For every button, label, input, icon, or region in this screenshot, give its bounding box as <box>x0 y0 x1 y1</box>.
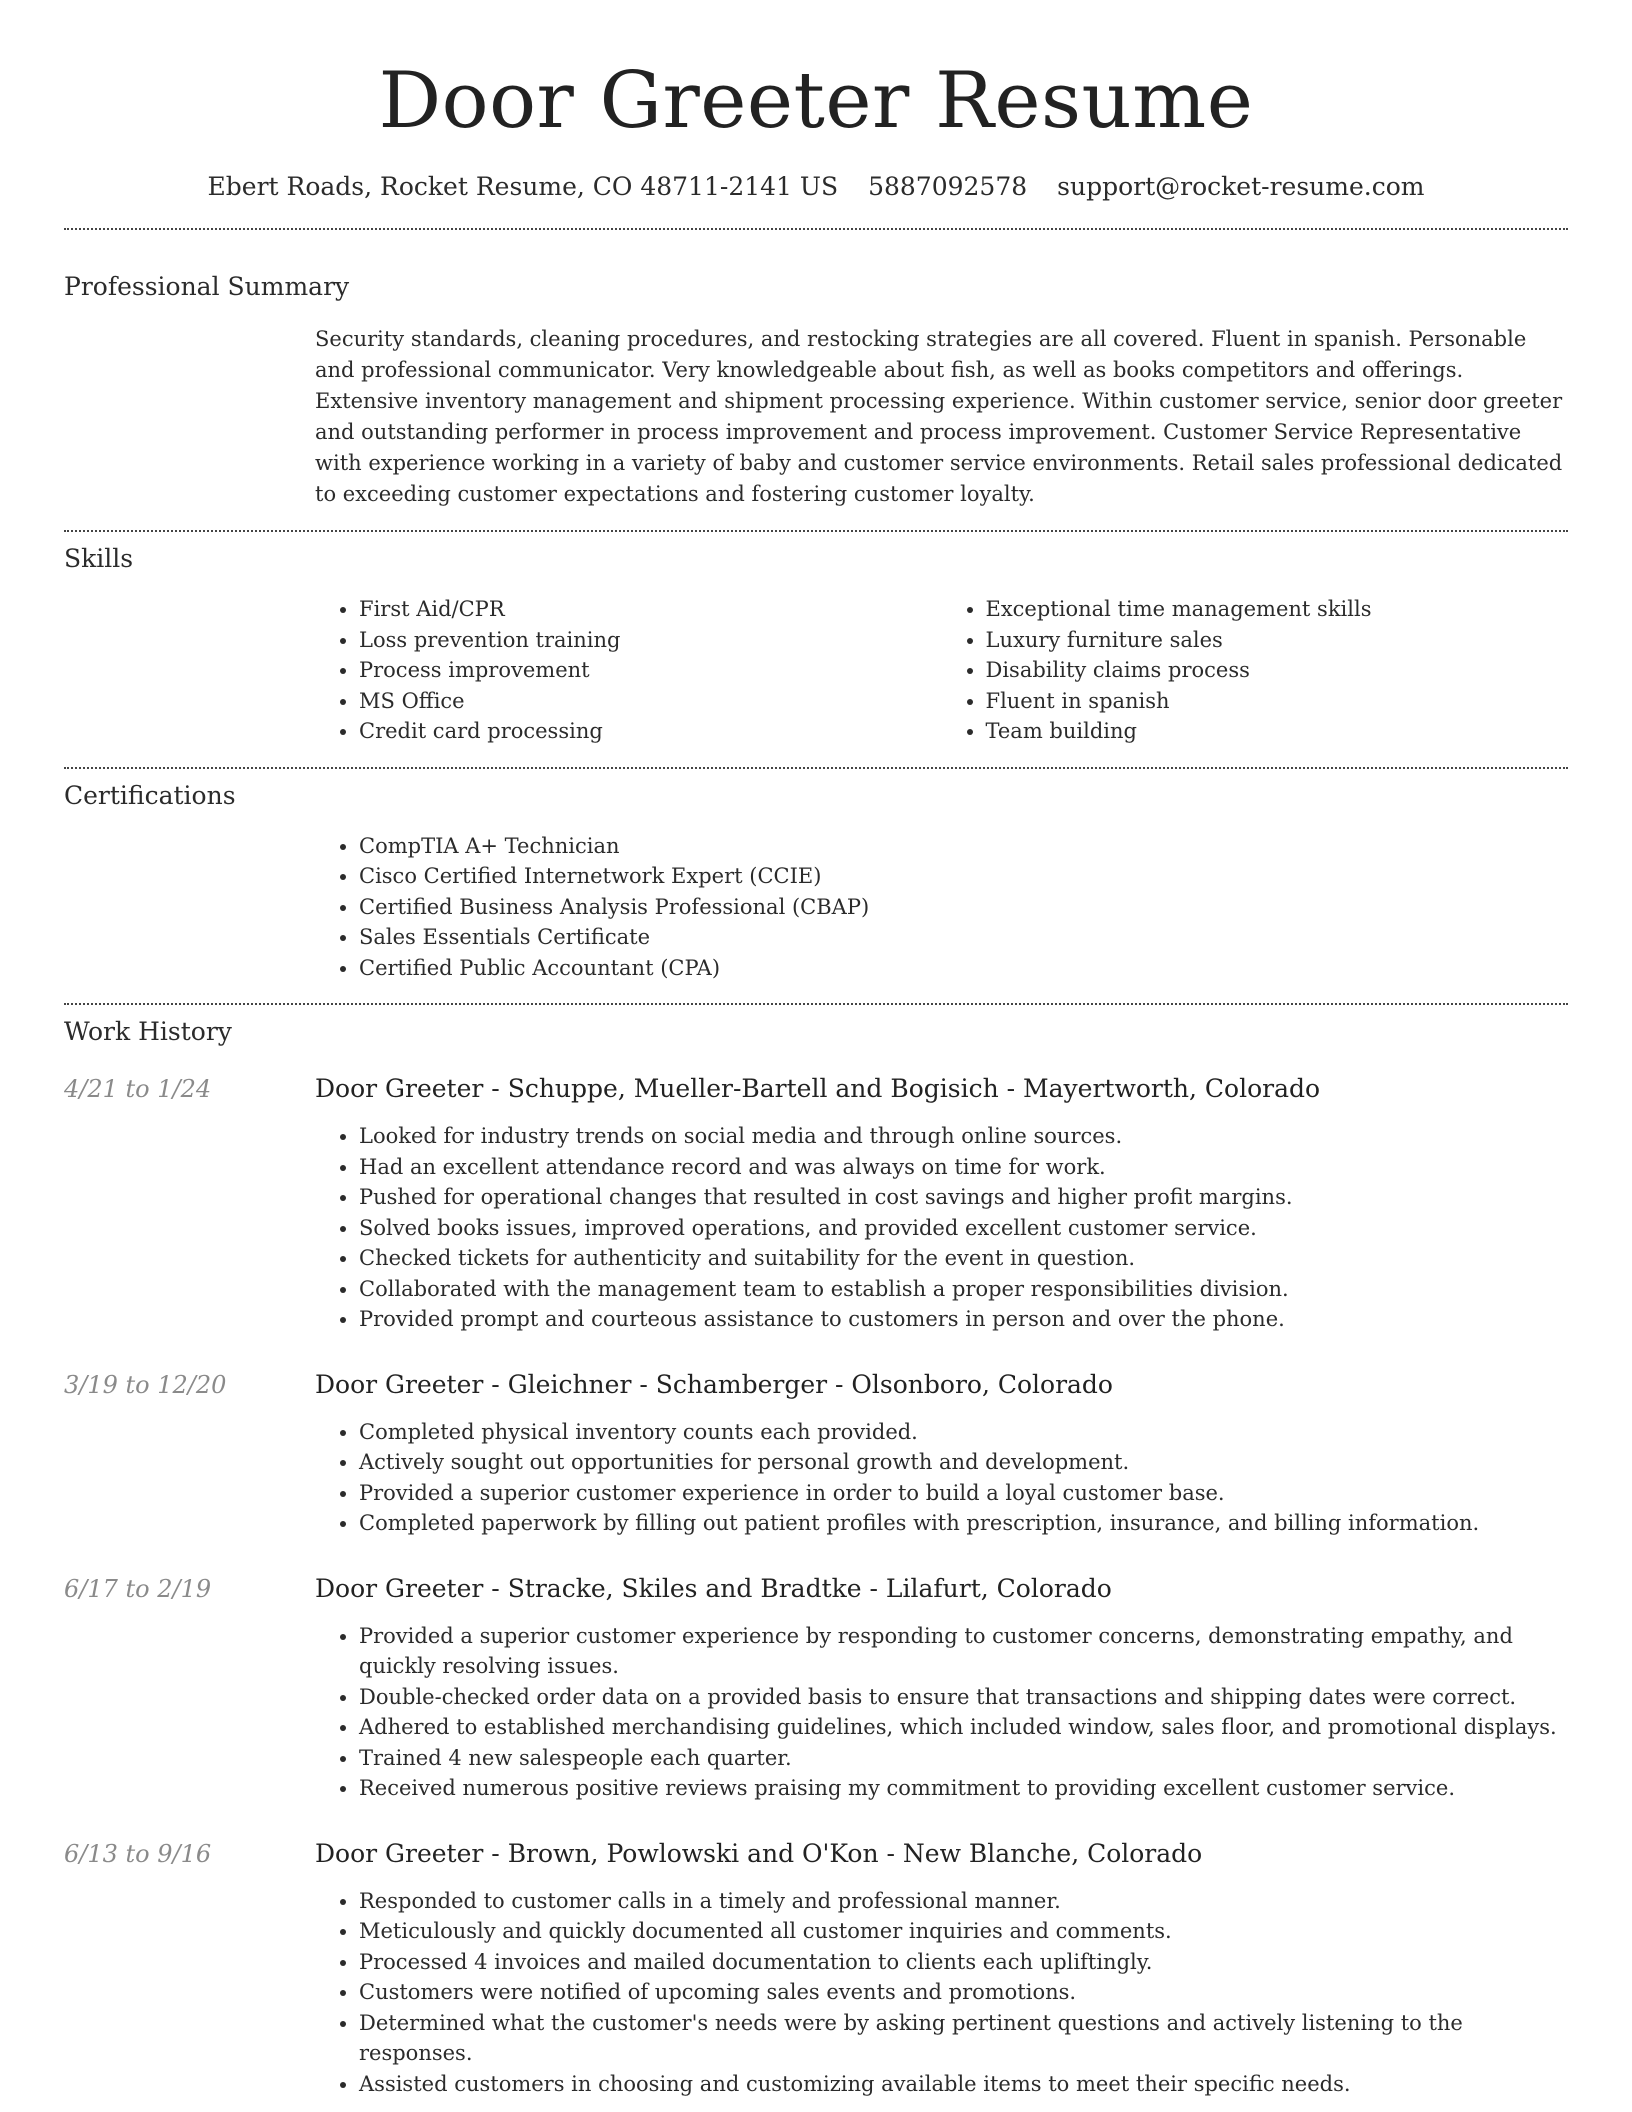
list-item: • First Aid/CPR <box>359 594 942 625</box>
certifications-heading: Certifications <box>64 780 236 810</box>
job-entry <box>64 1073 1568 1335</box>
list-item: • Process improvement <box>359 655 942 686</box>
skills-left-column <box>315 594 942 747</box>
section-divider <box>64 767 1568 769</box>
list-item: • Customers were notified of upcoming sales events and promotions. <box>359 1977 1568 2008</box>
list-item: • Meticulously and quickly documented all customer inquiries and comments. <box>359 1916 1568 1947</box>
list-item: • Certified Business Analysis Professional (CBAP) <box>359 892 1568 923</box>
contact-line <box>64 170 1568 204</box>
list-item: • Adhered to established merchandising guidelines, which included window, sales floor, and promotional displays. <box>359 1712 1568 1743</box>
section-divider <box>64 1003 1568 1005</box>
job-dates: 6/17 to 2/19 <box>64 1574 212 1603</box>
list-item: • Determined what the customer's needs were by asking pertinent questions and actively listening to the responses. <box>359 2008 1568 2069</box>
list-item: • Luxury furniture sales <box>986 625 1569 656</box>
contact-phone: 5887092578 <box>868 172 1028 201</box>
list-item: • Had an excellent attendance record and was always on time for work. <box>359 1152 1568 1183</box>
summary-text: Security standards, cleaning procedures, and restocking strategies are all covered. Fluent in spanish. Personable and professional communicator. Very knowledgeable about fish, as well as books competitors and offerings. Extensive inventory management and shipment processing experience. Within customer service, senior door greeter and outstanding performer in process improvement and process improvement. Customer Service Representative with experience working in a variety of baby and customer service environments. Retail sales professional dedicated to exceeding customer expectations and fostering customer loyalty. <box>315 327 1563 506</box>
list-item: • Credit card processing <box>359 716 942 747</box>
job-entry <box>64 1838 1568 2100</box>
summary-heading: Professional Summary <box>64 272 350 301</box>
list-item: • Processed 4 invoices and mailed documentation to clients each upliftingly. <box>359 1947 1568 1978</box>
job-heading: Door Greeter - Gleichner - Schamberger - Olsonboro, Colorado <box>315 1369 1113 1399</box>
list-item: • Actively sought out opportunities for personal growth and development. <box>359 1447 1568 1478</box>
job-heading: Door Greeter - Schuppe, Mueller-Bartell and Bogisich - Mayertworth, Colorado <box>315 1074 1321 1103</box>
list-item: • Collaborated with the management team to establish a proper responsibilities division. <box>359 1274 1568 1305</box>
work-history-heading: Work History <box>64 1017 232 1046</box>
section-divider <box>64 530 1568 532</box>
job-dates: 3/19 to 12/20 <box>64 1370 227 1399</box>
certifications-list <box>315 831 1568 984</box>
resume-page <box>64 0 1568 2099</box>
list-item: • Double-checked order data on a provided basis to ensure that transactions and shipping dates were correct. <box>359 1682 1568 1713</box>
contact-address: Ebert Roads, Rocket Resume, CO 48711-2141 US <box>207 172 839 201</box>
list-item: • Checked tickets for authenticity and suitability for the event in question. <box>359 1243 1568 1274</box>
list-item: • Certified Public Accountant (CPA) <box>359 953 1568 984</box>
contact-email[interactable]: support@rocket-resume.com <box>1057 172 1425 201</box>
list-item: • Provided prompt and courteous assistance to customers in person and over the phone. <box>359 1304 1568 1335</box>
skills-list <box>315 594 1568 747</box>
job-bullets <box>315 1621 1568 1804</box>
list-item: • Fluent in spanish <box>986 686 1569 717</box>
list-item: • Looked for industry trends on social media and through online sources. <box>359 1121 1568 1152</box>
list-item: • Cisco Certified Internetwork Expert (CCIE) <box>359 861 1568 892</box>
job-dates: 4/21 to 1/24 <box>64 1075 212 1103</box>
job-heading: Door Greeter - Brown, Powlowski and O'Kon - New Blanche, Colorado <box>315 1838 1203 1868</box>
list-item: • Solved books issues, improved operations, and provided excellent customer service. <box>359 1213 1568 1244</box>
list-item: • Responded to customer calls in a timely and professional manner. <box>359 1886 1568 1917</box>
job-entry <box>64 1369 1568 1539</box>
job-dates: 6/13 to 9/16 <box>64 1839 212 1868</box>
list-item: • Trained 4 new salespeople each quarter. <box>359 1743 1568 1774</box>
list-item: • Assisted customers in choosing and customizing available items to meet their specific needs. <box>359 2069 1568 2100</box>
list-item: • CompTIA A+ Technician <box>359 831 1568 862</box>
list-item: • Received numerous positive reviews praising my commitment to providing excellent customer service. <box>359 1773 1568 1804</box>
list-item: • Completed physical inventory counts each provided. <box>359 1417 1568 1448</box>
skills-right-column <box>942 594 1569 747</box>
job-bullets <box>315 1417 1568 1539</box>
list-item: • Completed paperwork by filling out patient profiles with prescription, insurance, and billing information. <box>359 1508 1568 1539</box>
list-item: • Provided a superior customer experience by responding to customer concerns, demonstrating empathy, and quickly resolving issues. <box>359 1621 1568 1682</box>
list-item: • Loss prevention training <box>359 625 942 656</box>
job-heading: Door Greeter - Stracke, Skiles and Bradtke - Lilafurt, Colorado <box>315 1573 1112 1603</box>
section-divider <box>64 228 1568 230</box>
list-item: • MS Office <box>359 686 942 717</box>
list-item: • Team building <box>986 716 1569 747</box>
job-bullets <box>315 1121 1568 1335</box>
skills-heading: Skills <box>64 544 134 573</box>
job-bullets <box>315 1886 1568 2100</box>
list-item: • Provided a superior customer experience in order to build a loyal customer base. <box>359 1478 1568 1509</box>
list-item: • Sales Essentials Certificate <box>359 922 1568 953</box>
list-item: • Disability claims process <box>986 655 1569 686</box>
job-entry <box>64 1573 1568 1804</box>
resume-title: Door Greeter Resume <box>378 56 1254 146</box>
list-item: • Exceptional time management skills <box>986 594 1569 625</box>
list-item: • Pushed for operational changes that resulted in cost savings and higher profit margins. <box>359 1182 1568 1213</box>
